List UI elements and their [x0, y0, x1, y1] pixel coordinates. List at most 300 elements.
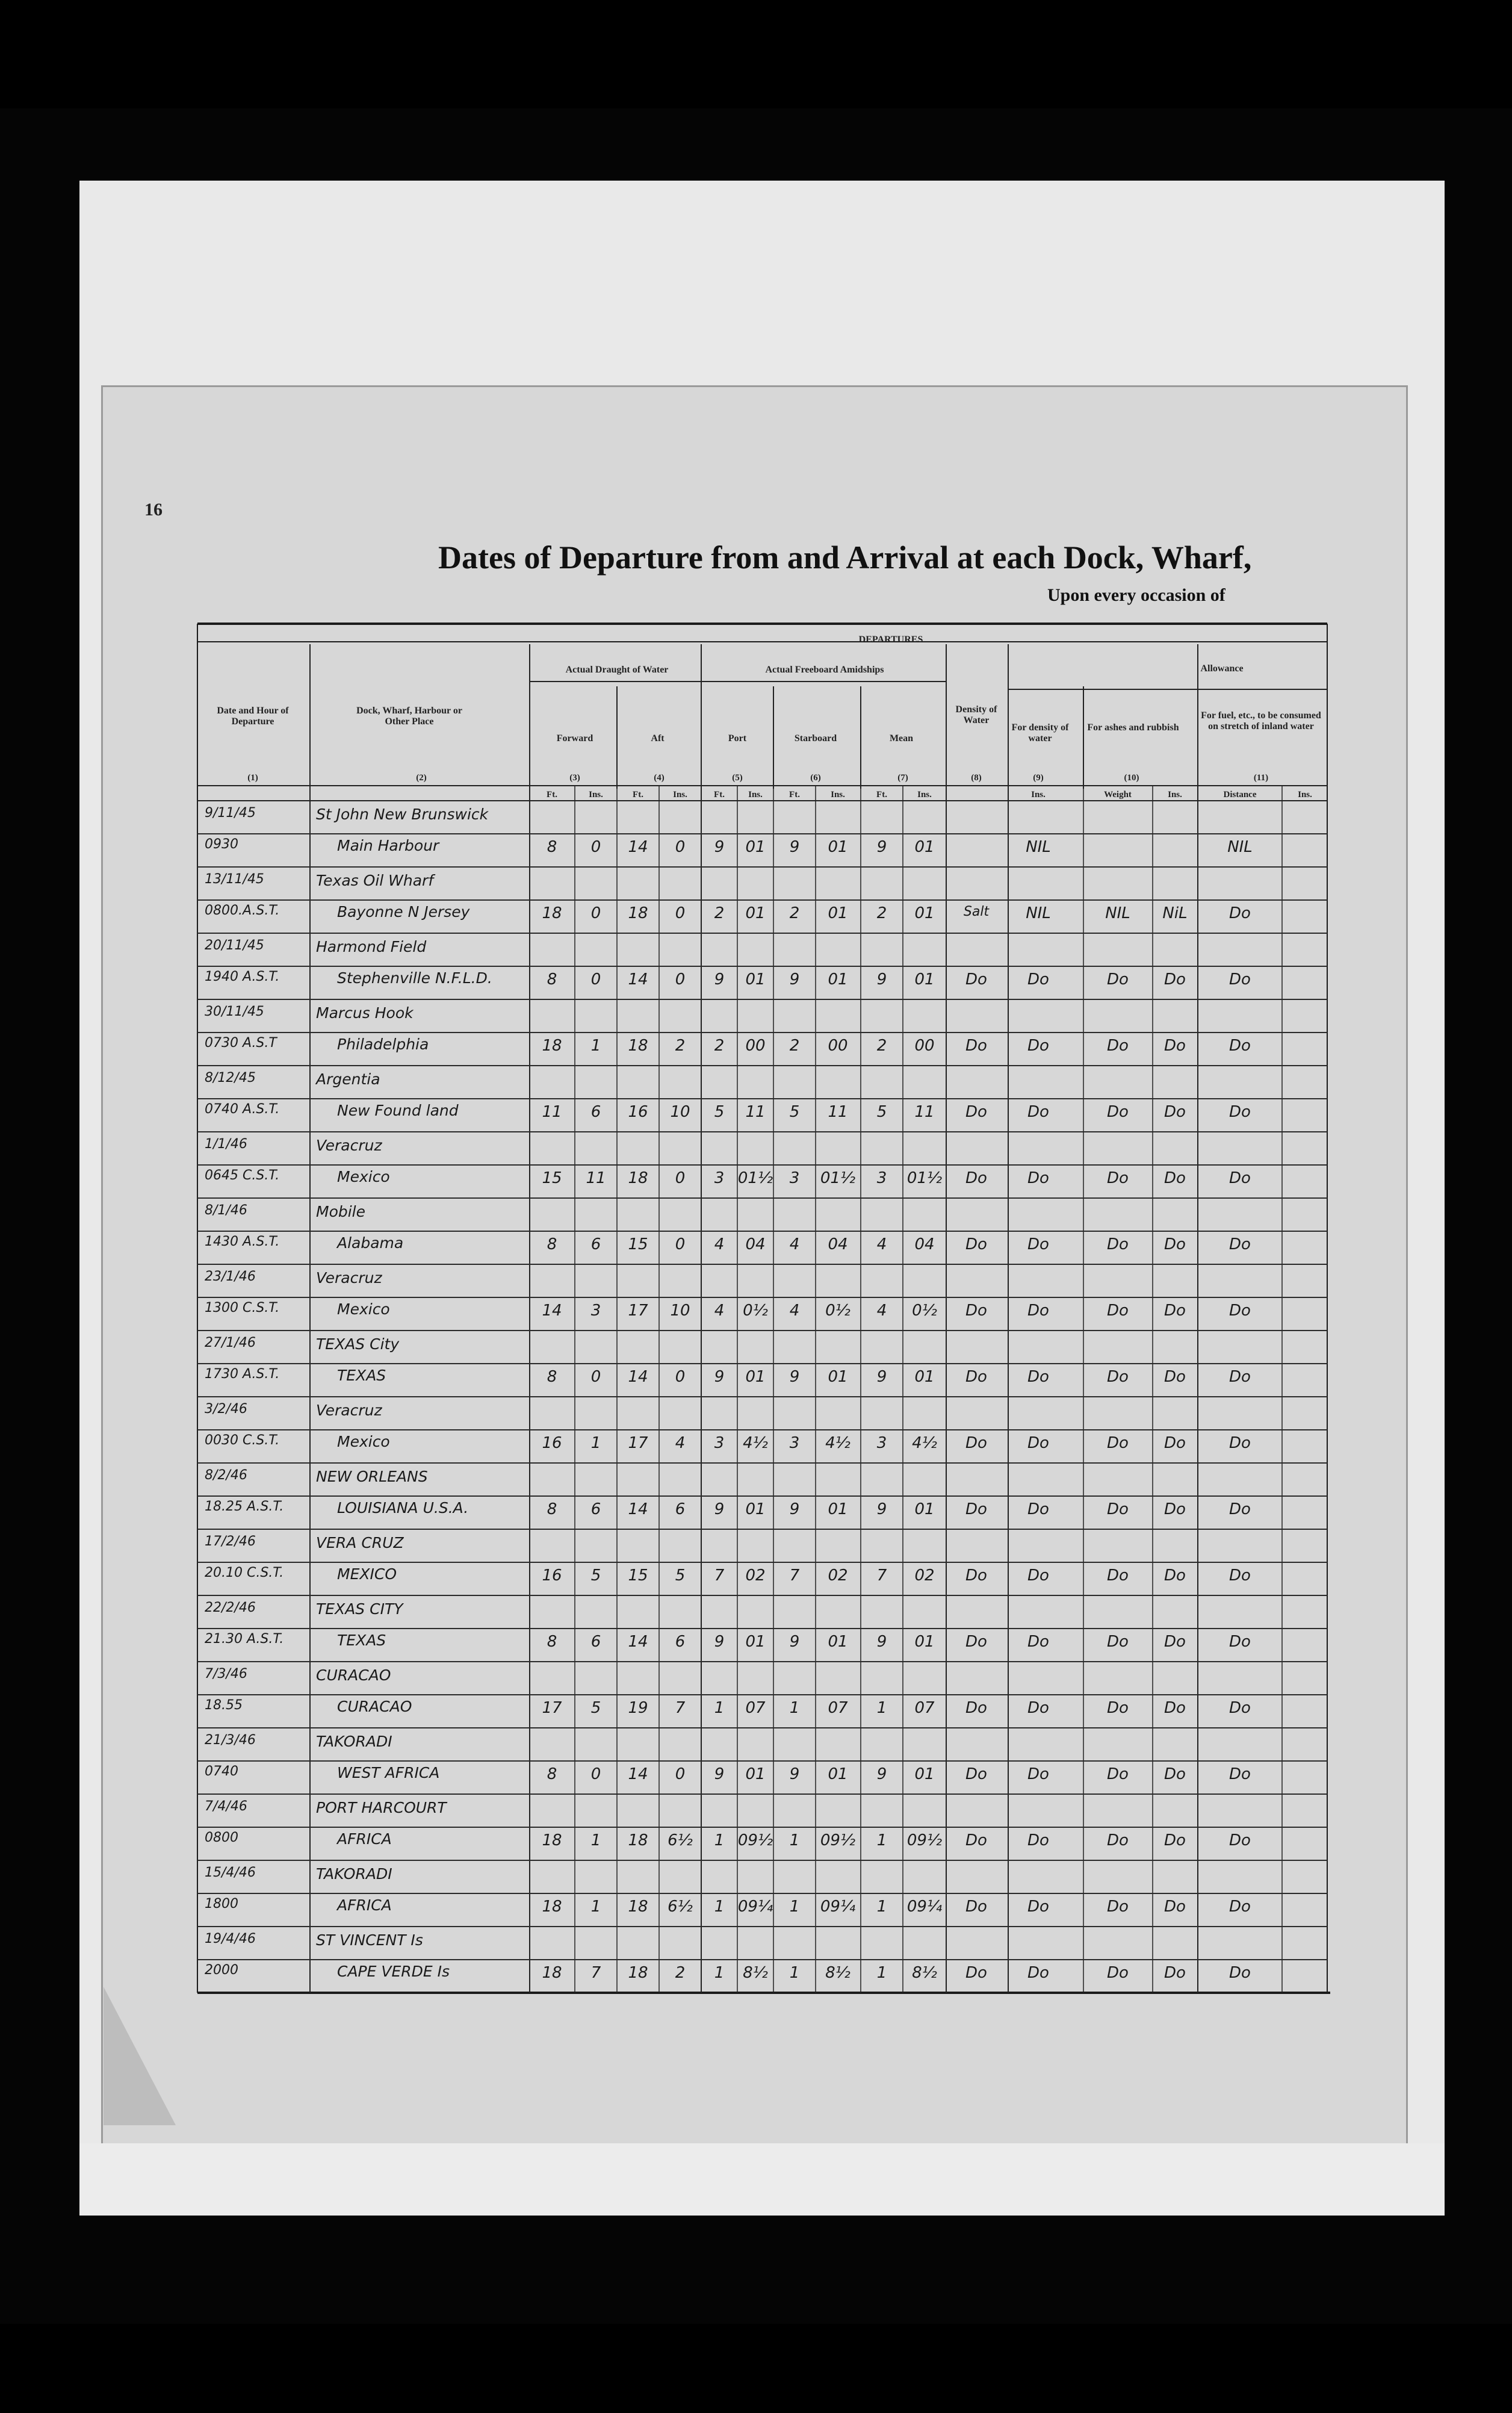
ledger-cell: 4	[789, 1302, 800, 1320]
ledger-cell: 8	[547, 1500, 557, 1518]
departure-time: 0730 A.S.T	[205, 1036, 277, 1051]
ledger-cell: Do	[965, 1434, 987, 1452]
departure-time: 18.25 A.S.T.	[205, 1499, 284, 1514]
ledger-cell: 10	[670, 1103, 690, 1121]
place-line-2: Mexico	[337, 1433, 390, 1450]
ledger-cell: Do	[965, 1567, 987, 1585]
ledger-cell: Do	[965, 1037, 987, 1055]
ledger-cell: 01½	[820, 1169, 856, 1187]
header-freeboard: Actual Freeboard Amidships	[765, 665, 884, 675]
ledger-cell: 0½	[912, 1302, 937, 1320]
ledger-cell: Do	[1229, 1302, 1251, 1320]
ledger-cell: Do	[1229, 1037, 1251, 1055]
ledger-cell: 6	[590, 1235, 601, 1253]
ledger-cell: Do	[1164, 1898, 1186, 1916]
ledger-cell: 9	[714, 838, 725, 856]
ledger-cell: 3	[590, 1302, 601, 1320]
ledger-cell: Do	[965, 1964, 987, 1982]
header-mean: Mean	[889, 733, 914, 744]
ledger-cell: 5	[675, 1567, 686, 1585]
place-line-1: TEXAS CITY	[316, 1600, 403, 1618]
ledger-cell: 01	[828, 1633, 848, 1651]
ledger-cell: 2	[675, 1037, 686, 1055]
ledger-cell: Do	[1107, 1633, 1129, 1651]
column-number: (8)	[971, 773, 982, 783]
ledger-cell: Do	[1107, 1103, 1129, 1121]
ledger-cell: 9	[714, 1765, 725, 1783]
ledger-cell: 18	[628, 1169, 648, 1187]
ledger-cell: Do	[1164, 1765, 1186, 1783]
ledger-cell: Do	[1164, 1037, 1186, 1055]
ledger-cell: Do	[1164, 1633, 1186, 1651]
departure-date: 8/2/46	[205, 1468, 247, 1483]
ledger-cell: 6½	[668, 1898, 693, 1916]
ledger-cell: 01	[828, 1765, 848, 1783]
place-line-1: TAKORADI	[316, 1733, 392, 1750]
ledger-cell: 09½	[737, 1831, 773, 1849]
ledger-cell: 0	[590, 904, 601, 922]
ledger-cell: Do	[1164, 1235, 1186, 1253]
departure-date: 7/3/46	[205, 1666, 247, 1682]
ledger-cell: 11	[586, 1169, 606, 1187]
departure-time: 1430 A.S.T.	[205, 1234, 280, 1249]
ledger-cell: 5	[789, 1103, 800, 1121]
departure-date: 17/2/46	[205, 1534, 256, 1549]
departure-date: 3/2/46	[205, 1402, 247, 1417]
departure-time: 0645 C.S.T.	[205, 1168, 280, 1183]
ledger-cell: 7	[876, 1567, 887, 1585]
ledger-cell: 9	[876, 970, 887, 989]
ledger-cell: 09¼	[737, 1898, 773, 1916]
departure-time: 0030 C.S.T.	[205, 1433, 280, 1448]
ledger-cell: 1	[876, 1898, 887, 1916]
departure-time: 21.30 A.S.T.	[205, 1632, 284, 1647]
place-line-2: New Found land	[337, 1102, 459, 1119]
ledger-cell: Do	[1107, 1699, 1129, 1717]
header-ashes: For ashes and rubbish	[1087, 722, 1179, 733]
ledger-cell: 11	[828, 1103, 848, 1121]
ledger-cell: 18	[542, 904, 562, 922]
place-line-1: VERA CRUZ	[316, 1534, 404, 1551]
ledger-cell: Do	[965, 1235, 987, 1253]
ledger-cell: Do	[1164, 1699, 1186, 1717]
ledger-cell: 5	[590, 1567, 601, 1585]
ledger-cell: 1	[876, 1831, 887, 1849]
ledger-cell: 14	[542, 1302, 562, 1320]
ledger-cell: NIL	[1105, 904, 1130, 922]
ledger-cell: Do	[965, 1699, 987, 1717]
ledger-cell: 1	[590, 1434, 601, 1452]
place-line-2: Philadelphia	[337, 1036, 429, 1053]
ledger-cell: 16	[628, 1103, 648, 1121]
ledger-cell: 2	[876, 904, 887, 922]
unit-label: Ins.	[831, 790, 845, 800]
place-line-2: WEST AFRICA	[337, 1764, 440, 1781]
ledger-cell: 18	[628, 1831, 648, 1849]
ledger-cell: 01	[914, 1368, 935, 1386]
ledger-cell: 9	[876, 1633, 887, 1651]
ledger-cell: Do	[1164, 1567, 1186, 1585]
departure-date: 13/11/45	[205, 872, 264, 887]
ledger-cell: 16	[542, 1567, 562, 1585]
place-line-2: Bayonne N Jersey	[337, 903, 470, 921]
place-line-2: CURACAO	[337, 1698, 412, 1715]
ledger-cell: 4	[876, 1235, 887, 1253]
departure-time: 0740	[205, 1764, 238, 1779]
ledger-cell: 00	[745, 1037, 766, 1055]
ledger-cell: 17	[628, 1434, 648, 1452]
ledger-cell: 14	[628, 838, 648, 856]
ledger-cell: 11	[745, 1103, 766, 1121]
header-density: Density of Water	[955, 704, 997, 726]
departure-time: 2000	[205, 1963, 238, 1978]
ledger-cell: 9	[789, 1765, 800, 1783]
ledger-cell: 14	[628, 1368, 648, 1386]
ledger-cell: Do	[1164, 1831, 1186, 1849]
place-line-1: CURACAO	[316, 1666, 391, 1684]
ledger-cell: Do	[1107, 1169, 1129, 1187]
ledger-cell: 01	[745, 1765, 766, 1783]
place-line-2: LOUISIANA U.S.A.	[337, 1499, 469, 1517]
unit-label: Ins.	[917, 790, 932, 800]
ledger-cell: 09½	[820, 1831, 856, 1849]
ledger-cell: Do	[1027, 1765, 1049, 1783]
departure-date: 7/4/46	[205, 1799, 247, 1814]
place-line-2: Main Harbour	[337, 837, 439, 854]
ledger-cell: 7	[714, 1567, 725, 1585]
ledger-cell: 8	[547, 1765, 557, 1783]
place-line-2: MEXICO	[337, 1565, 397, 1583]
ledger-cell: Salt	[963, 904, 990, 919]
departure-time: 1800	[205, 1896, 238, 1911]
ledger-cell: 0	[675, 1169, 686, 1187]
ledger-cell: 01	[828, 1500, 848, 1518]
header-starboard: Starboard	[794, 733, 837, 744]
ledger-cell: 15	[628, 1235, 648, 1253]
page-number: 16	[144, 500, 163, 520]
ledger-cell: 0	[675, 970, 686, 989]
header-port: Port	[728, 733, 747, 744]
ledger-cell: Do	[1229, 1434, 1251, 1452]
ledger-cell: 1	[714, 1831, 725, 1849]
ledger-cell: 02	[745, 1567, 766, 1585]
ledger-cell: NIL	[1026, 838, 1051, 856]
ledger-cell: 18	[628, 904, 648, 922]
departure-date: 30/11/45	[205, 1004, 264, 1019]
ledger-cell: 5	[714, 1103, 725, 1121]
header-for-density: For density of water	[1011, 722, 1069, 744]
ledger-cell: 2	[789, 1037, 800, 1055]
ledger-cell: Do	[1027, 970, 1049, 989]
place-line-1: NEW ORLEANS	[316, 1468, 428, 1485]
ledger-cell: Do	[1229, 1633, 1251, 1651]
ledger-cell: Do	[1027, 1699, 1049, 1717]
ledger-cell: Do	[1107, 1302, 1129, 1320]
ledger-cell: Do	[965, 970, 987, 989]
ledger-cell: Do	[1027, 1633, 1049, 1651]
unit-label: Distance	[1223, 790, 1257, 800]
ledger-cell: 6	[590, 1103, 601, 1121]
ledger-cell: 9	[789, 970, 800, 989]
ledger-cell: 9	[789, 1368, 800, 1386]
place-line-1: TEXAS City	[316, 1335, 400, 1353]
ledger-cell: 01½	[906, 1169, 943, 1187]
ledger-cell: 9	[789, 1633, 800, 1651]
ledger-cell: 3	[789, 1434, 800, 1452]
unit-label: Ins.	[1031, 790, 1046, 800]
ledger-cell: 10	[670, 1302, 690, 1320]
ledger-cell: 5	[876, 1103, 887, 1121]
ledger-cell: Do	[1027, 1434, 1049, 1452]
ledger-cell: Do	[965, 1898, 987, 1916]
departure-time: 0930	[205, 837, 238, 852]
ledger-cell: 01	[745, 838, 766, 856]
ledger-cell: 1	[789, 1964, 800, 1982]
ledger-cell: Do	[1027, 1235, 1049, 1253]
ledger-cell: 01	[828, 838, 848, 856]
ledger-cell: Do	[1107, 1037, 1129, 1055]
unit-label: Ft.	[876, 790, 887, 800]
ledger-cell: Do	[1229, 1765, 1251, 1783]
place-line-1: Harmond Field	[316, 938, 427, 955]
ledger-cell: Do	[1107, 1964, 1129, 1982]
ledger-cell: Do	[1164, 1302, 1186, 1320]
place-line-1: Argentia	[316, 1070, 380, 1088]
ledger-cell: Do	[965, 1633, 987, 1651]
departure-time: 0740 A.S.T.	[205, 1102, 280, 1117]
ledger-cell: 4½	[743, 1434, 768, 1452]
ledger-cell: Do	[965, 1831, 987, 1849]
departure-date: 9/11/45	[205, 806, 256, 821]
ledger-cell: Do	[1027, 1831, 1049, 1849]
ledger-cell: 18	[628, 1898, 648, 1916]
column-number: (2)	[416, 773, 427, 783]
ledger-cell: 01	[914, 970, 935, 989]
unit-label: Ins.	[1298, 790, 1312, 800]
column-number: (11)	[1253, 773, 1269, 783]
ledger-cell: 4½	[825, 1434, 850, 1452]
unit-label: Ft.	[633, 790, 643, 800]
departure-date: 1/1/46	[205, 1137, 247, 1152]
ledger-cell: Do	[1027, 1302, 1049, 1320]
ledger-cell: 14	[628, 970, 648, 989]
ledger-cell: 0	[590, 970, 601, 989]
ledger-cell: Do	[1027, 1368, 1049, 1386]
ledger-cell: Do	[965, 1368, 987, 1386]
ledger-cell: 11	[914, 1103, 935, 1121]
unit-label: Ins.	[748, 790, 763, 800]
ledger-cell: 04	[914, 1235, 935, 1253]
place-line-1: Texas Oil Wharf	[316, 872, 434, 889]
departure-date: 22/2/46	[205, 1600, 256, 1615]
place-line-2: TEXAS	[337, 1632, 386, 1649]
column-number: (1)	[247, 773, 258, 783]
ledger-cell: 14	[628, 1500, 648, 1518]
ledger-cell: 0½	[743, 1302, 768, 1320]
ledger-cell: Do	[1164, 1103, 1186, 1121]
ledger-cell: 6	[675, 1633, 686, 1651]
ledger-cell: Do	[1027, 1500, 1049, 1518]
ledger-cell: 0	[675, 1765, 686, 1783]
ledger-cell: 18	[542, 1964, 562, 1982]
ledger-cell: 2	[876, 1037, 887, 1055]
ledger-cell: 01	[914, 1500, 935, 1518]
ledger-cell: 0	[675, 1235, 686, 1253]
column-number: (3)	[569, 773, 580, 783]
ledger-cell: 4½	[912, 1434, 937, 1452]
ledger-cell: 18	[542, 1831, 562, 1849]
unit-label: Ins.	[1168, 790, 1182, 800]
header-allowance: Allowance	[1200, 663, 1244, 674]
ledger-cell: 1	[590, 1037, 601, 1055]
ledger-cell: 6	[590, 1500, 601, 1518]
place-line-2: Stephenville N.F.L.D.	[337, 969, 492, 987]
ledger-cell: 6	[590, 1633, 601, 1651]
departure-time: 0800	[205, 1830, 238, 1845]
ledger-cell: 0½	[825, 1302, 850, 1320]
ledger-cell: 3	[876, 1169, 887, 1187]
departure-time: 1730 A.S.T.	[205, 1367, 280, 1382]
ledger-cell: 18	[542, 1037, 562, 1055]
ledger-cell: Do	[1027, 1169, 1049, 1187]
ledger-cell: 9	[789, 1500, 800, 1518]
place-line-2: Mexico	[337, 1168, 390, 1185]
unit-label: Ins.	[673, 790, 687, 800]
ledger-cell: 9	[714, 1500, 725, 1518]
column-number: (7)	[897, 773, 908, 783]
ledger-cell: NIL	[1227, 838, 1253, 856]
ledger-cell: 9	[789, 838, 800, 856]
header-forward: Forward	[556, 733, 593, 744]
ledger-cell: 00	[828, 1037, 848, 1055]
place-line-1: ST VINCENT Is	[316, 1931, 423, 1949]
ledger-cell: 02	[828, 1567, 848, 1585]
unit-label: Ft.	[714, 790, 725, 800]
departure-time: 1300 C.S.T.	[205, 1300, 280, 1315]
ledger-cell: 16	[542, 1434, 562, 1452]
header-draught: Actual Draught of Water	[565, 665, 669, 675]
ledger-cell: 1	[876, 1699, 887, 1717]
departure-date: 19/4/46	[205, 1931, 256, 1946]
ledger-cell: 07	[914, 1699, 935, 1717]
ledger-cell: Do	[1107, 1434, 1129, 1452]
departure-time: 1940 A.S.T.	[205, 969, 280, 984]
ledger-cell: 6	[675, 1500, 686, 1518]
ledger-cell: 19	[628, 1699, 648, 1717]
ledger-cell: 04	[745, 1235, 766, 1253]
ledger-cell: 15	[628, 1567, 648, 1585]
ledger-cell: 8½	[825, 1964, 850, 1982]
ledger-cell: 2	[675, 1964, 686, 1982]
ledger-cell: 00	[914, 1037, 935, 1055]
ledger-cell: 01	[914, 1633, 935, 1651]
place-line-2: TEXAS	[337, 1367, 386, 1384]
ledger-cell: 0	[675, 1368, 686, 1386]
ledger-cell: 1	[789, 1831, 800, 1849]
ledger-cell: 8	[547, 1368, 557, 1386]
ledger-cell: 0	[590, 1765, 601, 1783]
ledger-cell: 01	[914, 1765, 935, 1783]
ledger-cell: 01	[745, 904, 766, 922]
departure-date: 8/1/46	[205, 1203, 247, 1218]
ledger-cell: 9	[876, 1765, 887, 1783]
header-dock: Dock, Wharf, Harbour or Other Place	[356, 706, 462, 727]
ledger-cell: Do	[1107, 1500, 1129, 1518]
column-number: (9)	[1033, 773, 1044, 783]
ledger-cell: 9	[714, 970, 725, 989]
departure-time: 18.55	[205, 1698, 243, 1713]
column-number: (5)	[732, 773, 743, 783]
ledger-cell: 01	[828, 904, 848, 922]
ledger-cell: Do	[1027, 1037, 1049, 1055]
ledger-cell: 0	[675, 838, 686, 856]
ledger-cell: 02	[914, 1567, 935, 1585]
ledger-cell: Do	[1229, 1169, 1251, 1187]
ledger-cell: 04	[828, 1235, 848, 1253]
ledger-cell: 5	[590, 1699, 601, 1717]
ledger-cell: Do	[965, 1169, 987, 1187]
unit-label: Weight	[1104, 790, 1132, 800]
ledger-cell: 1	[590, 1898, 601, 1916]
ledger-cell: 4	[714, 1302, 725, 1320]
ledger-cell: 07	[745, 1699, 766, 1717]
place-line-1: Veracruz	[316, 1269, 382, 1287]
ledger-cell: 3	[789, 1169, 800, 1187]
ledger-cell: 01	[828, 970, 848, 989]
ledger-cell: 18	[542, 1898, 562, 1916]
place-line-2: AFRICA	[337, 1830, 392, 1848]
ledger-cell: Do	[1164, 1169, 1186, 1187]
ledger-cell: Do	[1229, 1898, 1251, 1916]
place-line-2: Mexico	[337, 1300, 390, 1318]
ledger-cell: NiL	[1162, 904, 1188, 922]
ledger-cell: Do	[1027, 1964, 1049, 1982]
ledger-cell: 4	[876, 1302, 887, 1320]
page-subtitle: Upon every occasion of	[1047, 585, 1225, 605]
place-line-1: TAKORADI	[316, 1865, 392, 1883]
ledger-cell: 14	[628, 1765, 648, 1783]
column-number: (6)	[810, 773, 821, 783]
ledger-cell: 6½	[668, 1831, 693, 1849]
ledger-cell: Do	[1229, 1699, 1251, 1717]
ledger-cell: 17	[542, 1699, 562, 1717]
ledger-cell: Do	[1164, 1500, 1186, 1518]
ledger-cell: Do	[965, 1500, 987, 1518]
ledger-cell: 0	[590, 1368, 601, 1386]
departure-date: 23/1/46	[205, 1269, 256, 1284]
header-date: Date and Hour of Departure	[217, 706, 289, 727]
header-fuel: For fuel, etc., to be consumed on stretch of inland water	[1201, 710, 1321, 732]
ledger-cell: 01	[914, 838, 935, 856]
place-line-2: Alabama	[337, 1234, 404, 1252]
departure-time: 20.10 C.S.T.	[205, 1565, 284, 1580]
ledger-cell: Do	[1107, 1235, 1129, 1253]
ledger-cell: Do	[1107, 1368, 1129, 1386]
ledger-cell: 09¼	[820, 1898, 856, 1916]
ledger-cell: Do	[1229, 904, 1251, 922]
ledger-cell: 2	[714, 904, 725, 922]
place-line-1: Veracruz	[316, 1402, 382, 1419]
ledger-cell: Do	[1229, 1235, 1251, 1253]
departures-header: DEPARTURES	[858, 635, 923, 645]
ledger-cell: 8½	[912, 1964, 937, 1982]
ledger-cell: Do	[1107, 1567, 1129, 1585]
ledger-cell: 8	[547, 1235, 557, 1253]
ledger-cell: 09½	[906, 1831, 943, 1849]
ledger-cell: Do	[1229, 1368, 1251, 1386]
ledger-cell: NIL	[1026, 904, 1051, 922]
ledger-cell: 01	[745, 1633, 766, 1651]
